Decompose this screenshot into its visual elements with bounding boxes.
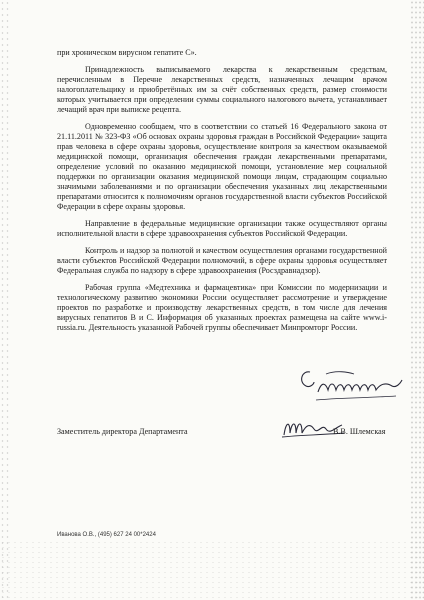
paragraph-continuation: при хроническом вирусном гепатите С». xyxy=(57,48,197,57)
paragraph-referral: Направление в федеральные медицинские организации также осуществляют органы исполнительной власти в сфере здравоохранения субъектов Российской Федерации. xyxy=(57,219,387,238)
handwritten-regards-signature xyxy=(296,362,406,406)
scan-noise-bottom xyxy=(0,540,424,600)
signatory-name: В.В. Шлемская xyxy=(333,427,386,436)
scan-noise-left xyxy=(0,0,10,600)
letter-body xyxy=(57,48,387,333)
executor-contact: Иванова О.В., (495) 627 24 00*2424 xyxy=(57,532,156,538)
signature-block xyxy=(57,423,387,443)
paragraph-working-group: Рабочая группа «Медтехника и фармацевтика» при Комиссии по модернизации и технологическому развитию экономики России осуществляет рассмотрение и утверждение проектов по разработке и производству лекарственных средств, в том числе для лечения вирусных гепатитов В и С. Информация об указанных проектах размещена на сайте www.i-russia.ru. Деятельность указанной Рабочей группы обеспечивает Минпромторг России. xyxy=(57,283,387,332)
paragraph-federal-law: Одновременно сообщаем, что в соответствии со статьей 16 Федерального закона от 21.11.2011 № 323-ФЗ «Об основах охраны здоровья граждан в Российской Федерации» защита прав человека в сфере охраны здоровья, осуществление контроля за качеством оказываемой медицинской помощи, организация обеспечения граждан лекарственными препаратами, определение условий по оказанию медицинской помощи, установление мер социальной поддержки по организации оказания медицинской помощи лицам, страдающим социально значимыми заболеваниями и по организации обеспечения указанных лиц лекарственными препаратами относится к полномочиям органов государственной власти субъектов Российской Федерации в сфере охраны здоровья. xyxy=(57,122,387,211)
signatory-title: Заместитель директора Департамента xyxy=(57,427,188,436)
paragraph-supervision: Контроль и надзор за полнотой и качеством осуществления органами государственной власти субъектов Российской Федерации полномочий, в сфере охраны здоровья осуществляет Федеральная служба по надзору в сфере здравоохранения (Росздравнадзор). xyxy=(57,246,387,275)
scan-noise-right xyxy=(410,0,424,600)
paragraph-prescription: Принадлежность выписываемого лекарства к лекарственным средствам, перечисленным в Перечне лекарственных средств, назначенных лечащим врачом налогоплательщику и приобретённых им за счёт собственных средств, размер стоимости которых учитывается при определении суммы социального налогового вычета, устанавливает лечащий врач при выписке рецепта. xyxy=(57,65,387,114)
